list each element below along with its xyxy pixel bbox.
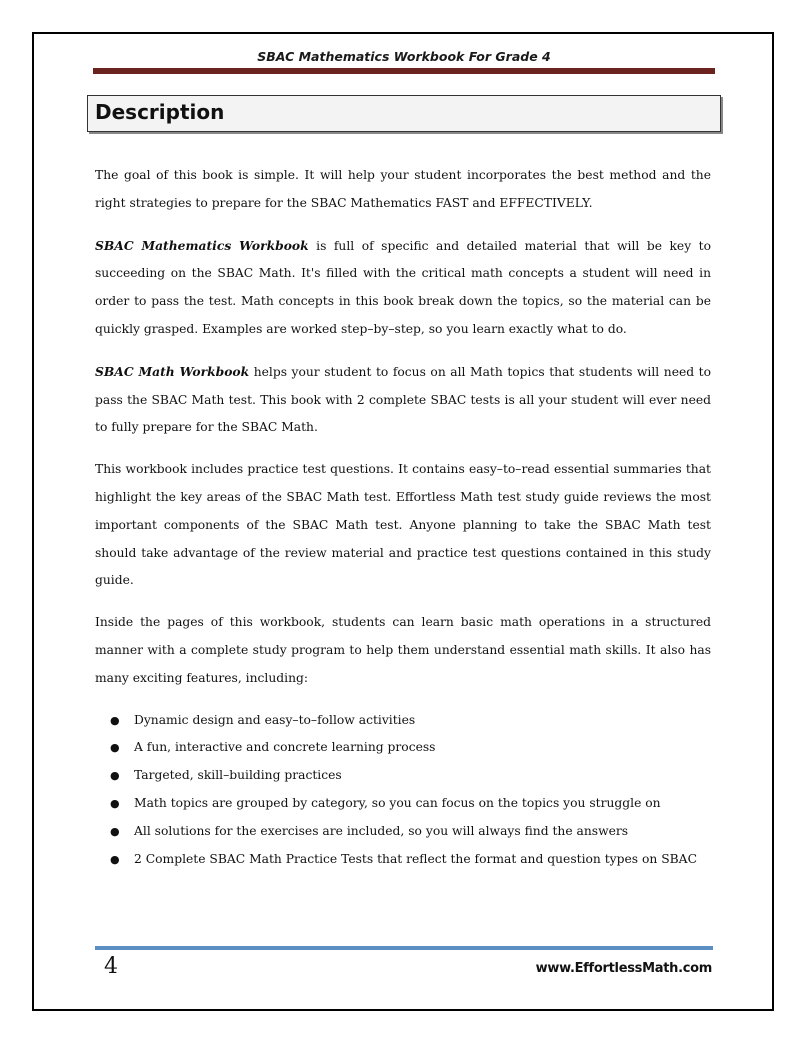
body-content (95, 162, 711, 873)
paragraph-focus (95, 358, 711, 442)
paragraph-text: is full of specific and detailed material that will be key to succeeding on the SBAC Math. It's filled with the critical math concepts a student will need in order to pass the test. Math concepts in this book break down the topics, so the material can be quickly grasped. Examples are worked step–by–step, so you learn exactly what to do. (95, 238, 711, 336)
bullet-icon: ● (110, 824, 120, 838)
header-rule (93, 68, 715, 74)
list-item-text: 2 Complete SBAC Math Practice Tests that reflect the format and question types on SBAC (134, 851, 697, 866)
footer-rule (95, 946, 713, 950)
bullet-icon: ● (110, 852, 120, 866)
book-title-emphasis: SBAC Math Workbook (95, 363, 250, 379)
paragraph-workbook-content (95, 232, 711, 344)
list-item (95, 846, 711, 874)
list-item-text: Dynamic design and easy–to–follow activities (134, 712, 416, 727)
list-item (95, 762, 711, 790)
running-header: SBAC Mathematics Workbook For Grade 4 (257, 49, 551, 64)
bullet-icon: ● (110, 713, 120, 727)
website-link[interactable]: www.EffortlessMath.com (535, 961, 712, 976)
book-title-emphasis: SBAC Mathematics Workbook (95, 237, 309, 253)
bullet-icon: ● (110, 741, 120, 755)
bullet-icon: ● (110, 796, 120, 810)
list-item-text: All solutions for the exercises are included, so you will always find the answers (134, 823, 629, 838)
section-heading-box (87, 95, 721, 132)
paragraph-goal: The goal of this book is simple. It will help your student incorporates the best method and the right strategies to prepare for the SBAC Mathematics FAST and EFFECTIVELY. (95, 168, 711, 210)
paragraph-features-intro: Inside the pages of this workbook, students can learn basic math operations in a structured manner with a complete study program to help them understand essential math skills. It also has many exciting features, including: (95, 615, 711, 685)
paragraph-text: helps your student to focus on all Math topics that students will need to pass the SBAC Math test. This book with 2 complete SBAC tests is all your student will ever need to fully prepare for the SBAC Math. (95, 364, 711, 435)
section-title: Description (95, 100, 225, 124)
paragraph-practice: This workbook includes practice test questions. It contains easy–to–read essential summaries that highlight the key areas of the SBAC Math test. Effortless Math test study guide reviews the most important components of the SBAC Math test. Anyone planning to take the SBAC Math test should take advantage of the review material and practice test questions contained in this study guide. (95, 462, 711, 588)
features-list (95, 707, 711, 874)
list-item-text: Targeted, skill–building practices (134, 768, 342, 783)
bullet-icon: ● (110, 769, 120, 783)
list-item (95, 734, 711, 762)
page-number: 4 (104, 954, 118, 979)
list-item (95, 790, 711, 818)
list-item-text: A fun, interactive and concrete learning process (134, 740, 436, 755)
list-item-text: Math topics are grouped by category, so you can focus on the topics you struggle on (134, 795, 661, 810)
list-item (95, 818, 711, 846)
list-item (95, 707, 711, 735)
